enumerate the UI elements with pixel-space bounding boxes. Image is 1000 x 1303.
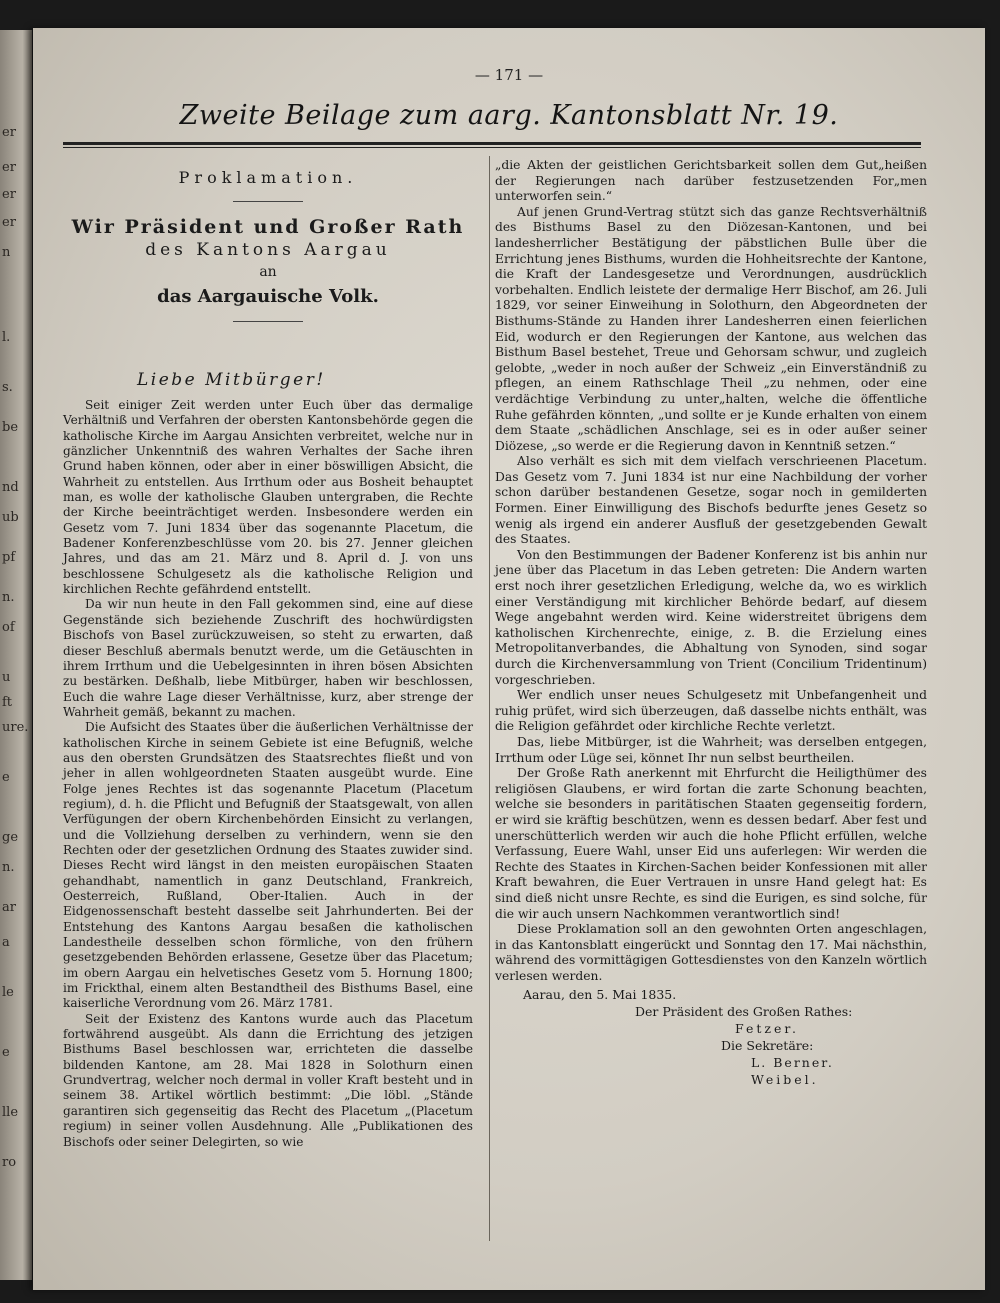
title-rule (233, 321, 303, 322)
signatory-role: Der Präsident des Großen Rathes: (635, 1004, 853, 1020)
margin-fragment: nd (2, 480, 19, 495)
margin-fragment: ro (2, 1155, 17, 1170)
margin-fragment: s. (2, 380, 13, 395)
header-rule (63, 142, 921, 148)
margin-fragment: a (2, 935, 10, 950)
signatory-name: Fetzer. (735, 1021, 799, 1037)
margin-fragment: ft (2, 695, 13, 710)
proclamation-heading: Proklamation. (178, 168, 358, 187)
paragraph: Da wir nun heute in den Fall gekommen sind, eine auf diese Gegenstände sich beziehende Zuschrift des hochwürdigsten Bischofs von Basel zurückzuweisen, so steht zu erwarten, daß dieser Beschluß abermals benutzt werde, um die Getäuschten in ihrem Irrthum und die Uebelgesinnten in ihren bösen Absichten zu bestärken. Deßhalb, liebe Mitbürger, haben wir beschlossen, Euch die wahre Lage dieser Verhältnisse, kurz, aber strenge der Wahrheit gemäß, bekannt zu machen. (63, 597, 473, 719)
title-line-2: des Kantons Aargau (145, 240, 391, 260)
paragraph: „die Akten der geistlichen Gerichtsbarkeit sollen dem Gut„heißen der Regierungen nach darüber festzusetzenden For„men unterworfen sein.“ (495, 158, 927, 204)
paragraph: Das, liebe Mitbürger, ist die Wahrheit; was derselben entgegen, Irrthum oder Lüge sei, könnet Ihr nun selbst beurtheilen. (495, 734, 927, 765)
margin-fragment: ure. (2, 720, 29, 735)
margin-fragment: of (2, 620, 15, 635)
margin-fragment: le (2, 985, 14, 1000)
secretary-name: L. Berner. (751, 1055, 834, 1071)
newspaper-page (33, 28, 985, 1290)
right-column (495, 158, 927, 1088)
paragraph: Wer endlich unser neues Schulgesetz mit Unbefangenheit und ruhig prüfet, wird sich überzeugen, daß dasselbe nichts enthält, was die Religion gefährdet oder kirchliche Rechte verletzt. (495, 688, 927, 734)
margin-fragment: n (2, 245, 11, 260)
margin-fragment: ar (2, 900, 16, 915)
page-number: — 171 — (474, 66, 544, 84)
margin-fragment: ge (2, 830, 19, 845)
title-line-1: Wir Präsident und Großer Rath (71, 216, 465, 238)
margin-fragment: n. (2, 860, 15, 875)
paragraph: Der Große Rath anerkennt mit Ehrfurcht die Heiligthümer des religiösen Glaubens, er wird fortan die zarte Schonung beachten, welche sie besonders in paritätischen Staaten gegenseitig fordern, er wird sie kräftig beschützen, wenn es dessen bedarf. Aber fest und unerschütterlich werden wir auch die hohe Pflicht erfüllen, welche Verfassung, Euere Wahl, unser Eid uns auferlegen: Wir werden die Rechte des Staates in Kirchen-Sachen beider Konfessionen mit aller Kraft bewahren, die Euer Vertrauen in unsre Hand gelegt hat: Es sind dieß nicht unsre Rechte, es sind die Eurigen, es sind solche, für die wir auch unsern Nachkommen verantwortlich sind! (495, 766, 927, 921)
place-date: Aarau, den 5. Mai 1835. (523, 987, 677, 1003)
margin-fragment: e (2, 770, 10, 785)
margin-fragment: u (2, 670, 11, 685)
title-line-4: das Aargauische Volk. (157, 286, 379, 307)
margin-fragment: er (2, 160, 16, 175)
previous-page-edge (0, 30, 32, 1280)
margin-fragment: be (2, 420, 19, 435)
margin-fragment: e (2, 1045, 10, 1060)
margin-fragment: pf (2, 550, 16, 565)
margin-fragment: n. (2, 590, 15, 605)
left-column (63, 158, 473, 1150)
title-line-3: an (259, 264, 277, 280)
margin-fragment: er (2, 125, 16, 140)
signature-block (495, 986, 927, 1088)
paragraph: Von den Bestimmungen der Badener Konferenz ist bis anhin nur jene über das Placetum in das Leben getreten: Die Andern warten erst noch ihrer gesetzlichen Erledigung, welche da, wo es wirklich einer Verständigung mit kirchlicher Behörde bedarf, auf diesem Wege angebahnt werden wird. Keine widerstreitet übrigens dem katholischen Kirchenrechte, einige, z. B. die Erzielung eines Metropolitanverbandes, die Abhaltung von Synoden, sind sogar durch die Kirchenversammlung von Trient (Concilium Tridentinum) vorgeschrieben. (495, 547, 927, 687)
paragraph: Die Aufsicht des Staates über die äußerlichen Verhältnisse der katholischen Kirche in seinem Gebiete ist eine Befugniß, welche aus den obersten Grundsätzen des Staatsrechtes fließt und von jeher in allen wohlgeordneten Staaten ausgeübt wurde. Eine Folge jenes Rechtes ist das sogenannte Placetum (Placetum regium), d. h. die Pflicht und Befugniß der Staatsgewalt, von allen Verfügungen der obern Kirchenbehörden Einsicht zu verlangen, und die Vollziehung derselben zu verhindern, wenn sie den Rechten oder der gesetzlichen Ordnung des Staates zuwider sind. Dieses Recht wird längst in den meisten europäischen Staaten gehandhabt, namentlich in ganz Deutschland, Frankreich, Oesterreich, Rußland, Ober-Italien. Auch in der Eidgenossenschaft besteht dasselbe seit Jahrhunderten. Bei der Entstehung des Kantons Aargau besaßen die katholischen Landestheile desselben schon förmliche, von den frühern gesetzgebenden Behörden erlassene, Gesetze über das Placetum; im obern Aargau ein helvetisches Gesetz vom 5. Hornung 1800; im Frickthal, einem alten Bestandtheil des Bisthums Basel, eine kaiserliche Verordnung vom 26. März 1781. (63, 720, 473, 1011)
margin-fragment: lle (2, 1105, 19, 1120)
margin-fragment: ub (2, 510, 19, 525)
paragraph: Also verhält es sich mit dem vielfach verschrieenen Placetum. Das Gesetz vom 7. Juni 1834 ist nur eine Nachbildung der vorher schon darüber bestandenen Gesetze, sogar noch in gemilderten Formen. Einer Einwilligung des Bischofs bedurfte jenes Gesetz so wenig als irgend ein anderer Ausfluß der gesetzgebenden Gewalt des Staates. (495, 454, 927, 547)
paragraph: Seit einiger Zeit werden unter Euch über das dermalige Verhältniß und Verfahren der obersten Kantonsbehörde gegen die katholische Kirche im Aargau Ansichten verbreitet, welche nur in gänzlicher Unkenntniß des wahren Verhaltes der Sache ihren Grund haben können, oder aber in einer böswilligen Absicht, die Wahrheit zu entstellen. Aus Irrthum oder aus Bosheit behauptet man, es wolle der katholische Glauben untergraben, die Rechte der Kirche beeinträchtiget werden. Insbesondere werden ein Gesetz vom 7. Juni 1834 über das sogenannte Placetum, die Badener Konferenzbeschlüsse vom 20. bis 27. Jenner gleichen Jahres, und das am 21. März und 8. April d. J. von uns beschlossene Schulgesetz als die katholische Religion und kirchlichen Rechte gefährdend entstellt. (63, 398, 473, 597)
salutation: Liebe Mitbürger! (137, 370, 326, 390)
column-divider (489, 156, 490, 1241)
margin-fragment: er (2, 215, 16, 230)
page-header: Zweite Beilage zum aarg. Kantonsblatt Nr. 19. (179, 100, 839, 131)
heading-rule (233, 201, 303, 202)
secretaries-role: Die Sekretäre: (721, 1038, 814, 1054)
paragraph: Diese Proklamation soll an den gewohnten Orten angeschlagen, in das Kantonsblatt eingerückt und Sonntag den 17. Mai nächsthin, während des vormittägigen Gottesdienstes von den Kanzeln wörtlich verlesen werden. (495, 922, 927, 983)
margin-fragment: er (2, 187, 16, 202)
paragraph: Auf jenen Grund-Vertrag stützt sich das ganze Rechtsverhältniß des Bisthums Basel zu den Diözesan-Kantonen, und bei landesherrlicher Bestätigung der päbstlichen Bulle über die Errichtung jenes Bisthums, wurden die Hohheitsrechte der Kantone, die Kraft der Landesgesetze und Verordnungen, ausdrücklich vorbehalten. Endlich leistete der dermalige Herr Bischof, am 26. Juli 1829, vor seiner Einweihung in Solothurn, den Abgeordneten der Bisthums-Stände zu Handen ihrer Landesherren einen feierlichen Eid, wodurch er den Regierungen der Kantone, aus welchen das Bisthum Basel bestehet, Treue und Gehorsam schwur, und zugleich gelobte, „weder in noch außer der Schweiz „ein Einverständniß zu pflegen, an einem Rathschlage Theil „zu nehmen, oder eine verdächtige Verbindung zu unter„halten, welche die öffentliche Ruhe gefährden könnten, „und sollte er je Kunde erhalten von einem dem Staate „schädlichen Anschlage, sei es in oder außer seiner Diözese, „so werde er die Regierung davon in Kenntniß setzen.“ (495, 204, 927, 453)
secretary-name: Weibel. (751, 1072, 819, 1088)
paragraph: Seit der Existenz des Kantons wurde auch das Placetum fortwährend ausgeübt. Als dann die Errichtung des jetzigen Bisthums Basel beschlossen war, errichteten die dasselbe bildenden Kantone, am 28. Mai 1828 in Solothurn einen Grundvertrag, welcher noch dermal in voller Kraft besteht und in seinem 38. Artikel wörtlich bestimmt: „Die löbl. „Stände garantiren sich gegenseitig das Recht des Placetum „(Placetum regium) in seiner vollen Ausdehnung. Alle „Publikationen des Bischofs oder seiner Delegirten, so wie (63, 1011, 473, 1149)
margin-fragment: l. (2, 330, 11, 345)
